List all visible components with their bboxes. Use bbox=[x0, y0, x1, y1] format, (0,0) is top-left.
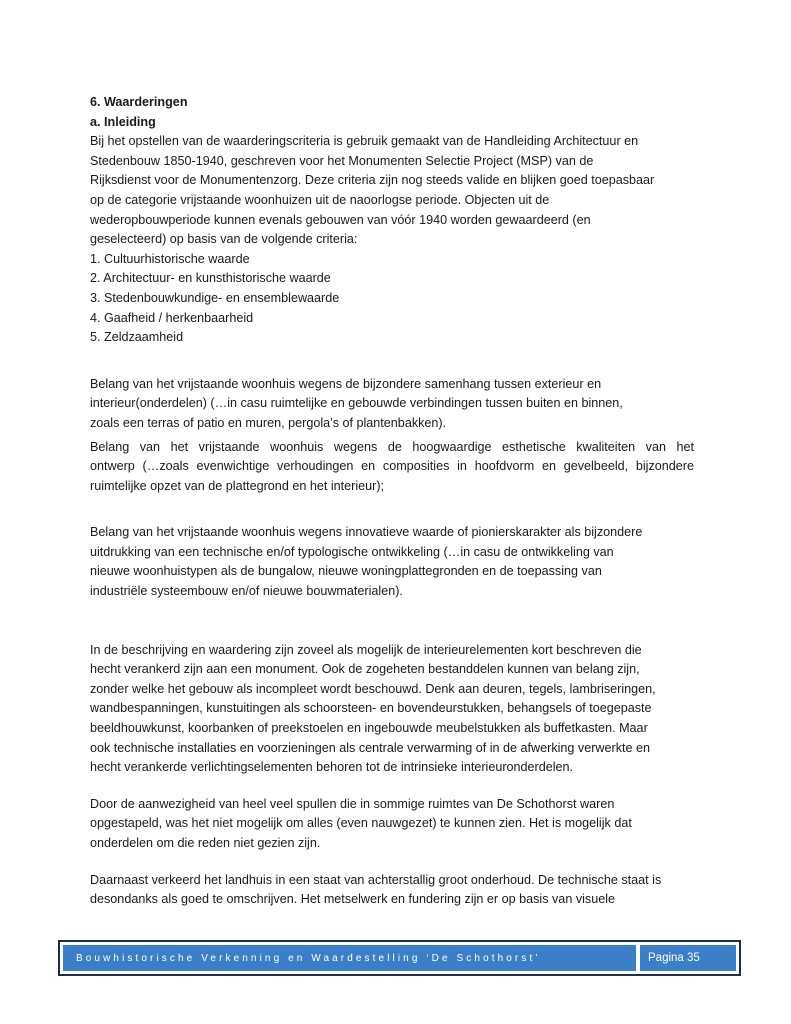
belang-paragraph-2 bbox=[90, 438, 694, 497]
text-line: ook technische installaties en voorzieningen als centrale verwarming of in de afwerking verwerkte en bbox=[90, 740, 651, 755]
page-number: Pagina 35 bbox=[648, 952, 700, 964]
belang-paragraph-3 bbox=[90, 523, 694, 601]
spacer bbox=[90, 496, 694, 523]
text-line: Belang van het vrijstaande woonhuis wegens de hoogwaardige esthetische kwaliteiten van het bbox=[90, 439, 694, 454]
text-line: opgestapeld, was het niet mogelijk om alles (even nauwgezet) te kunnen zien. Het is mogelijk dat bbox=[90, 816, 632, 831]
subsection-heading: a. Inleiding bbox=[90, 114, 156, 129]
text-line: In de beschrijving en waardering zijn zoveel als mogelijk de interieurelementen kort beschreven die bbox=[90, 642, 642, 657]
onderhoud-paragraph bbox=[90, 871, 694, 910]
spacer bbox=[90, 854, 694, 871]
text-line: Belang van het vrijstaande woonhuis wegens innovatieve waarde of pionierskarakter als bijzondere bbox=[90, 525, 643, 540]
text-line: beeldhouwkunst, koorbanken of preekstoelen en ingebouwde meubelstukken als buffetkasten. Maar bbox=[90, 721, 648, 736]
text-line: hecht verankerd zijn aan een monument. Ook de zogeheten bestanddelen kunnen van belang zijn, bbox=[90, 662, 640, 677]
criteria-list bbox=[90, 250, 694, 348]
text-line: Stedenbouw 1850-1940, geschreven voor het Monumenten Selectie Project (MSP) van de bbox=[90, 153, 594, 168]
interieur-paragraph bbox=[90, 641, 694, 778]
text-line: geselecteerd) op basis van de volgende criteria: bbox=[90, 232, 358, 247]
list-item: 5. Zeldzaamheid bbox=[90, 330, 184, 345]
list-item: 3. Stedenbouwkundige- en ensemblewaarde bbox=[90, 290, 340, 305]
page-footer bbox=[58, 940, 741, 976]
list-item: 2. Architectuur- en kunsthistorische waarde bbox=[90, 271, 331, 286]
text-line: Bij het opstellen van de waarderingscriteria is gebruik gemaakt van de Handleiding Architectuur en bbox=[90, 134, 639, 149]
spacer bbox=[90, 602, 694, 641]
text-line: industriële systeembouw en/of nieuwe bouwmaterialen). bbox=[90, 584, 403, 599]
text-line: op de categorie vrijstaande woonhuizen uit de naoorlogse periode. Objecten uit de bbox=[90, 192, 550, 207]
text-line: zoals een terras of patio en muren, pergola’s of plantenbakken). bbox=[90, 415, 447, 430]
footer-title: Bouwhistorische Verkenning en Waardestelling ‘De Schothorst’ bbox=[76, 952, 541, 964]
text-line: interieur(onderdelen) (…in casu ruimtelijke en gebouwde verbindingen tussen buiten en binnen, bbox=[90, 396, 623, 411]
text-line: Daarnaast verkeerd het landhuis in een staat van achterstallig groot onderhoud. De technische staat is bbox=[90, 872, 662, 887]
text-line: onderdelen om die reden niet gezien zijn. bbox=[90, 836, 321, 850]
text-line: ontwerp (…zoals evenwichtige verhoudingen en composities in hoofdvorm en gevelbeeld, bijzondere bbox=[90, 459, 694, 474]
text-line: Rijksdienst voor de Monumentenzorg. Deze criteria zijn nog steeds valide en blijken goed toepasbaar bbox=[90, 173, 655, 188]
belang-paragraph-1 bbox=[90, 375, 694, 434]
text-line: Belang van het vrijstaande woonhuis wegens de bijzondere samenhang tussen exterieur en bbox=[90, 376, 602, 391]
page-content bbox=[90, 93, 694, 910]
spacer bbox=[90, 348, 694, 375]
text-line: zonder welke het gebouw als incompleet wordt beschouwd. Denk aan deuren, tegels, lambriseringen, bbox=[90, 681, 656, 696]
text-line: wederopbouwperiode kunnen evenals gebouwen van vóór 1940 worden gewaardeerd (en bbox=[90, 212, 591, 227]
intro-paragraph bbox=[90, 132, 694, 250]
text-line: wandbespanningen, kunstuitingen als schoorsteen- en bovendeurstukken, behangsels of toegepaste bbox=[90, 701, 652, 716]
text-line: Door de aanwezigheid van heel veel spullen die in sommige ruimtes van De Schothorst waren bbox=[90, 796, 615, 811]
footer-bar bbox=[63, 945, 736, 971]
list-item: 4. Gaafheid / herkenbaarheid bbox=[90, 310, 254, 325]
text-line: nieuwe woonhuistypen als de bungalow, nieuwe woningplattegronden en de toepassing van bbox=[90, 564, 602, 579]
section-heading: 6. Waarderingen bbox=[90, 95, 188, 109]
spacer bbox=[90, 778, 694, 795]
text-line: uitdrukking van een technische en/of typologische ontwikkeling (…in casu de ontwikkeling van bbox=[90, 544, 614, 559]
text-line: ruimtelijke opzet van de plattegrond en het interieur); bbox=[90, 478, 385, 493]
text-line: desondanks als goed te omschrijven. Het metselwerk en fundering zijn er op basis van visuele bbox=[90, 892, 616, 907]
text-line: hecht verankerde verlichtingselementen behoren tot de intrinsieke interieuronderdelen. bbox=[90, 760, 574, 775]
spullen-paragraph bbox=[90, 795, 694, 854]
list-item: 1. Cultuurhistorische waarde bbox=[90, 251, 250, 266]
